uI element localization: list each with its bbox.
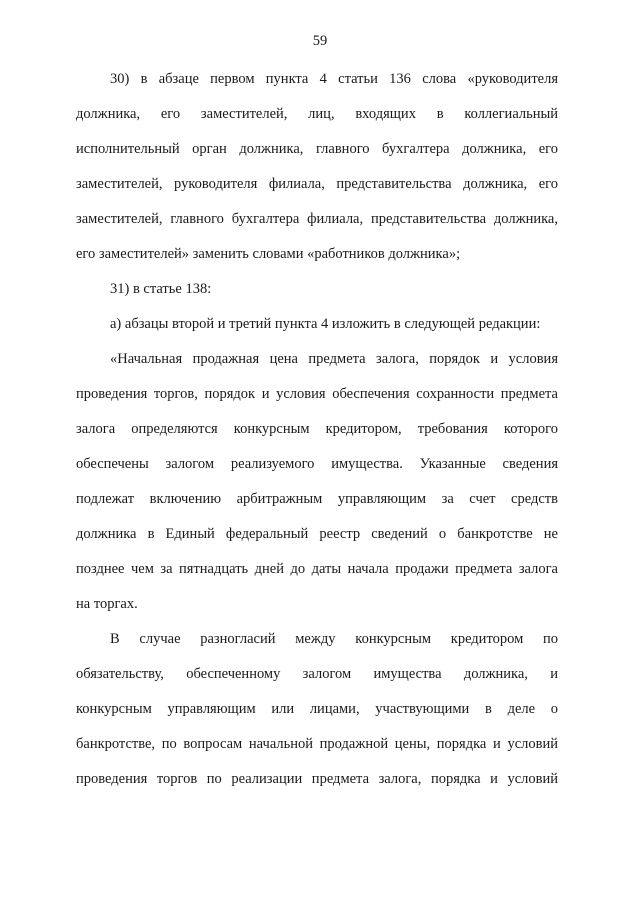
text-line: должника в Единый федеральный реестр сведений о банкротстве не [76, 526, 558, 542]
text-line: обеспечены залогом реализуемого имущества. Указанные сведения [76, 456, 558, 472]
text-line: В случае разногласий между конкурсным кредитором по [110, 631, 558, 647]
text-line: «Начальная продажная цена предмета залога, порядок и условия [110, 351, 558, 367]
text-line: подлежат включению арбитражным управляющим за счет средств [76, 491, 558, 507]
text-line: позднее чем за пятнадцать дней до даты начала продажи предмета залога [76, 561, 558, 577]
text-line: а) абзацы второй и третий пункта 4 изложить в следующей редакции: [110, 316, 541, 332]
text-line: банкротстве, по вопросам начальной продажной цены, порядка и условий [76, 736, 558, 752]
text-line: заместителей, руководителя филиала, представительства должника, его [76, 176, 558, 192]
text-line: исполнительный орган должника, главного бухгалтера должника, его [76, 141, 558, 157]
page-number: 59 [312, 33, 328, 49]
text-line: проведения торгов, порядок и условия обеспечения сохранности предмета [76, 386, 558, 402]
text-line: должника, его заместителей, лиц, входящих в коллегиальный [76, 106, 558, 122]
text-line: 30) в абзаце первом пункта 4 статьи 136 слова «руководителя [110, 71, 558, 87]
text-line: его заместителей» заменить словами «работников должника»; [76, 246, 461, 262]
text-line: конкурсным управляющим или лицами, участвующими в деле о [76, 701, 558, 717]
text-line: 31) в статье 138: [110, 281, 212, 297]
text-line: на торгах. [76, 596, 138, 612]
text-line: заместителей, главного бухгалтера филиала, представительства должника, [76, 211, 558, 227]
text-line: обязательству, обеспеченному залогом имущества должника, и [76, 666, 558, 682]
text-line: залога определяются конкурсным кредитором, требования которого [76, 421, 558, 437]
text-line: проведения торгов по реализации предмета залога, порядка и условий [76, 771, 558, 787]
